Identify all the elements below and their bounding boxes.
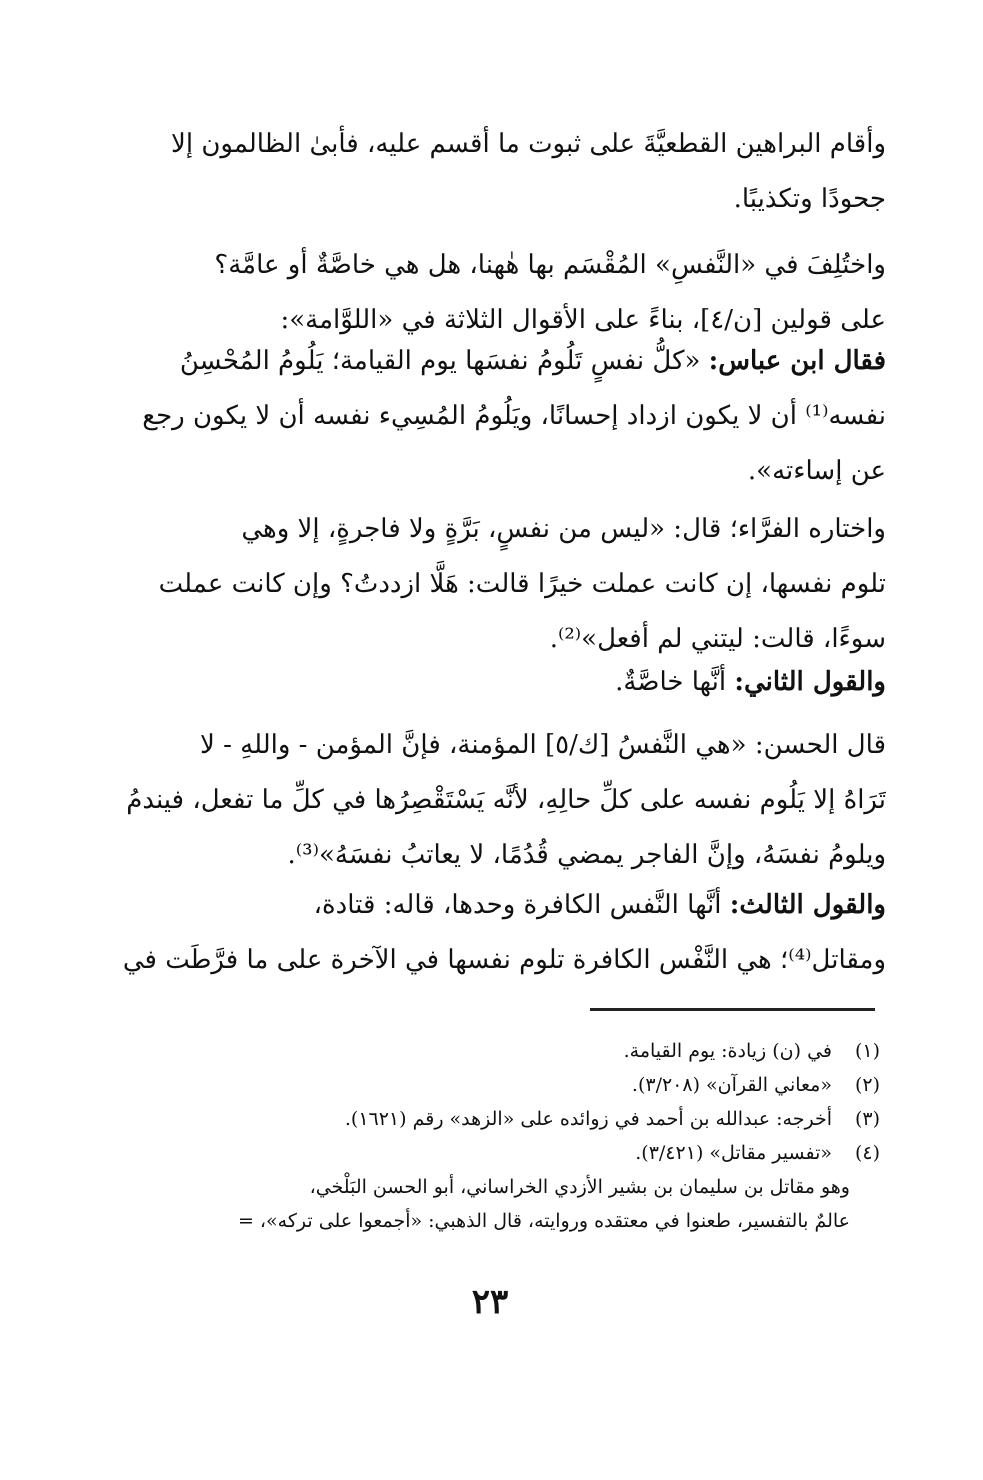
paragraph-line: سوءًا، قالت: ليتني لم أفعل»⁽²⁾.	[549, 624, 886, 654]
paragraph-1	[118, 117, 886, 227]
paragraph-line: عن إساءته».	[747, 456, 886, 486]
section-text: أنَّها خاصَّةٌ.	[615, 667, 727, 697]
footnote-item	[200, 1102, 880, 1136]
paragraph-4	[118, 502, 886, 667]
section-text: أنَّها النَّفس الكافرة وحدها، قاله: قتادة،	[313, 890, 722, 920]
paragraph-line: تَرَاهُ إلا يَلُوم نفسه على كلِّ حالِهِ، لأنَّه يَسْتَقْصِرُها في كلِّ ما تفعل، فيندمُ	[126, 785, 886, 815]
footnote-text: «تفسير مقاتل» (٣/٤٢١).	[635, 1142, 832, 1164]
paragraph-3	[118, 334, 886, 499]
quote-text: «كلُّ نفسٍ تَلُومُ نفسَها يوم القيامة؛ يَلُومُ المُحْسِنُ	[179, 346, 701, 376]
footnote-number: (٤)	[854, 1142, 880, 1164]
paragraph-line	[118, 334, 886, 389]
paragraph-6	[118, 718, 886, 883]
footnote-item	[200, 1034, 880, 1068]
paragraph-7	[118, 878, 886, 988]
footnote-number: (١)	[854, 1040, 880, 1062]
section-label: والقول الثاني:	[734, 667, 886, 697]
paragraph-line	[118, 655, 886, 710]
paragraph-5	[118, 655, 886, 710]
paragraph-line: نفسه⁽¹⁾ أن لا يكون ازداد إحسانًا، ويَلُومُ المُسِيء نفسه أن لا يكون رجع	[142, 401, 886, 431]
paragraph-line: وأقام البراهين القطعيَّةَ على ثبوت ما أقسم عليه، فأبىٰ الظالمون إلا	[171, 129, 886, 159]
footnote-number: (٣)	[854, 1108, 880, 1130]
footnote-continuation-line: عالمٌ بالتفسير، طعنوا في معتقده وروايته، قال الذهبي: «أجمعوا على تركه»، =	[237, 1210, 850, 1232]
section-label: والقول الثالث:	[729, 890, 886, 920]
footnote-number: (٢)	[854, 1074, 880, 1096]
paragraph-line: واختُلِفَ في «النَّفسِ» المُقْسَم بها هٰهنا، هل هي خاصَّةٌ أو عامَّة؟	[214, 250, 886, 280]
paragraph-line: على قولين [ن/٤]، بناءً على الأقوال الثلاثة في «اللوَّامة»:	[280, 305, 886, 335]
paragraph-line	[118, 878, 886, 933]
paragraph-line: ومقاتل⁽⁴⁾؛ هي النَّفْس الكافرة تلوم نفسها في الآخرة على ما فرَّطَت في	[122, 945, 886, 975]
footnote-item	[200, 1068, 880, 1102]
paragraph-line: قال الحسن: «هي النَّفسُ [ك/٥] المؤمنة، فإنَّ المؤمن - واللهِ - لا	[200, 730, 886, 760]
footnote-text: أخرجه: عبدالله بن أحمد في زوائده على «الزهد» رقم (١٦٢١).	[344, 1108, 832, 1130]
paragraph-line: جحودًا وتكذيبًا.	[733, 184, 886, 214]
footnote-item	[200, 1136, 880, 1170]
page-number: ٢٣	[471, 1282, 509, 1322]
footnote-text: «معاني القرآن» (٣/٢٠٨).	[631, 1074, 832, 1096]
footnote-text: في (ن) زيادة: يوم القيامة.	[623, 1040, 832, 1062]
paragraph-line: واختاره الفرَّاء؛ قال: «ليس من نفسٍ، بَرَّةٍ ولا فاجرةٍ، إلا وهي	[241, 514, 886, 544]
paragraph-line: تلوم نفسها، إن كانت عملت خيرًا قالت: هَلَّا ازددتُ؟ وإن كانت عملت	[158, 569, 886, 599]
speaker-label: فقال ابن عباس:	[708, 346, 886, 376]
paragraph-line: ويلومُ نفسَهُ، وإنَّ الفاجر يمضي قُدُمًا، لا يعاتبُ نفسَهُ»⁽³⁾.	[287, 840, 886, 870]
paragraph-2	[118, 238, 886, 348]
footnotes	[200, 1034, 880, 1238]
footnote-continuation-line: وهو مقاتل بن سليمان بن بشير الأزدي الخراساني، أبو الحسن البَلْخي،	[309, 1176, 850, 1198]
footnote-divider	[590, 1008, 875, 1011]
